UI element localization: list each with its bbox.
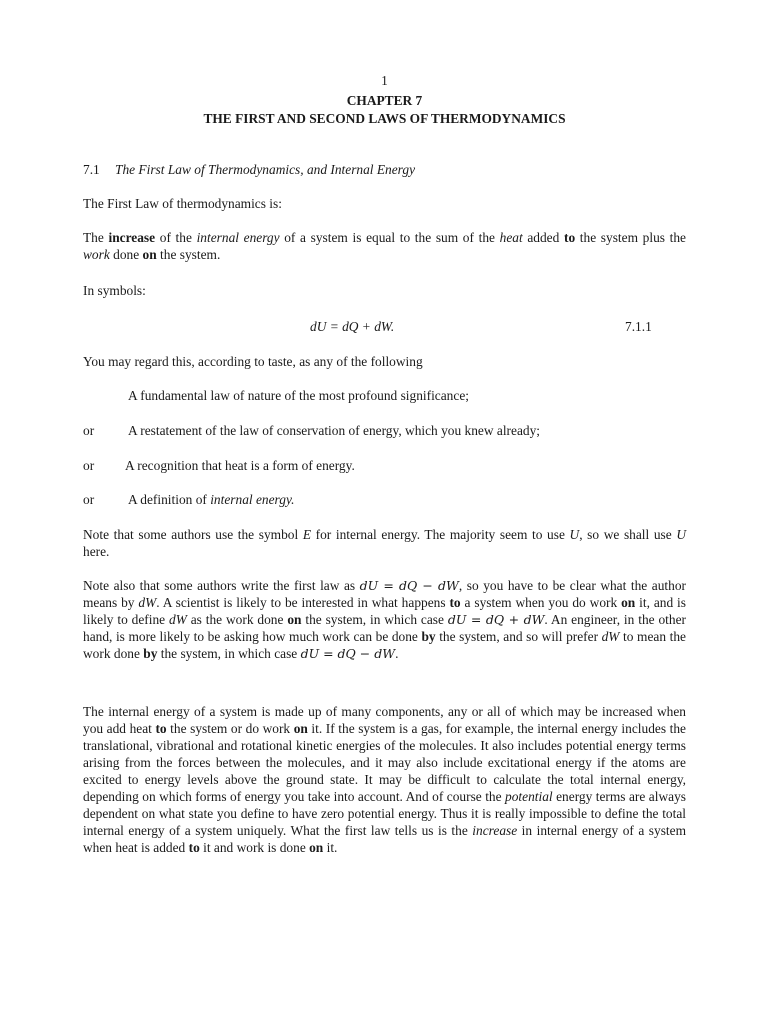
symbols-label: In symbols: — [83, 283, 146, 298]
document-page: 1 CHAPTER 7 THE FIRST AND SECOND LAWS OF THERMODYNAMICS 7.1 The First Law of Thermodynamics, and Internal Energy The First Law of thermodynamics is: The increase of the internal energy of a system is equal to the sum of the heat added to the system plus the work done on the system. In symbols: dU = dQ + dW. 7.1.1 You may regard this, according to taste, as any of the following A fundamental law of nature of the most profound significance; or A restatement of the law of conservation of energy, which you knew already; or A recognition that heat is a form of energy. or A definition of internal energy. Note that some authors use the symbol E for internal energy. The majority seem to use U, so we shall use U here. Note also that some authors write the first law as dU = dQ − dW, so you have to be clear what the author means by dW. A scientist is likely to be interested in what happens to a system when you do work on it, and is likely to define dW as the work done on the system, in which case dU = dQ + dW. An engineer, in the other hand, is more likely to be asking how much work can be done by the system, and so will prefer dW to mean the work done by the system, in which case dU = dQ − dW. The internal energy of a system is made up of many components, any or all of which may be increased when you add heat to the system or do work on it. If the system is a gas, for example, the internal energy includes the translational, vibrational and rotational kinetic energies of the molecules. It also includes potential energy terms arising from the forces between the molecules, and it may also include excitational energy if the atoms are excited to energy levels above the ground state. It may be difficult to calculate the total internal energy, depending on which forms of energy you take into account. And of course the potential energy terms are always dependent on what state you define to have zero potential energy. Thus it is really impossible to define the total internal energy of a system uniquely. What the first law tells us is the increase in internal energy of a system when heat is added to it and work is done on it. — [83, 73, 687, 855]
chapter-heading: CHAPTER 7 — [346, 93, 423, 108]
equation-formula: dU = dQ + dW. — [310, 319, 395, 334]
list-intro: You may regard this, according to taste, as any of the following — [83, 354, 423, 369]
section-number: 7.1 — [83, 162, 100, 177]
equation-number: 7.1.1 — [625, 319, 652, 334]
internal-energy-paragraph: The internal energy of a system is made up of many components, any or all of which may be increased when you add heat to the system or do work on it. If the system is a gas, for example, the internal energy includes the translational, vibrational and rotational kinetic energies of the molecules. It also includes potential energy terms arising from the forces between the molecules, and it may also include excitational energy if the atoms are excited to energy levels above the ground state. It may be difficult to calculate the total internal energy, depending on which forms of energy you take into account. And of course the potential energy terms are always dependent on what state you define to have zero potential energy. Thus it is really impossible to define the total internal energy of a system uniquely. What the first law tells us is the increase in internal energy of a system when heat is added to it and work is done on it. — [83, 704, 686, 855]
page-number: 1 — [381, 73, 388, 88]
chapter-title: THE FIRST AND SECOND LAWS OF THERMODYNAMICS — [203, 111, 566, 126]
first-law-statement: The increase of the internal energy of a system is equal to the sum of the heat added to the system plus the work done on the system. — [83, 230, 686, 262]
note-sign-convention-paragraph: Note also that some authors write the first law as dU = dQ − dW, so you have to be clear what the author means by dW. A scientist is likely to be interested in what happens to a system when you do work on it, and is likely to define dW as the work done on the system, in which case dU = dQ + dW. An engineer, in the other hand, is more likely to be asking how much work can be done by the system, and so will prefer dW to mean the work done by the system, in which case dU = dQ − dW. — [83, 578, 686, 661]
intro-text: The First Law of thermodynamics is: — [83, 196, 282, 211]
section-title: The First Law of Thermodynamics, and Internal Energy — [115, 162, 416, 177]
section-heading — [83, 161, 686, 178]
note-symbol-paragraph: Note that some authors use the symbol E for internal energy. The majority seem to use U, so we shall use U here. — [83, 527, 687, 559]
